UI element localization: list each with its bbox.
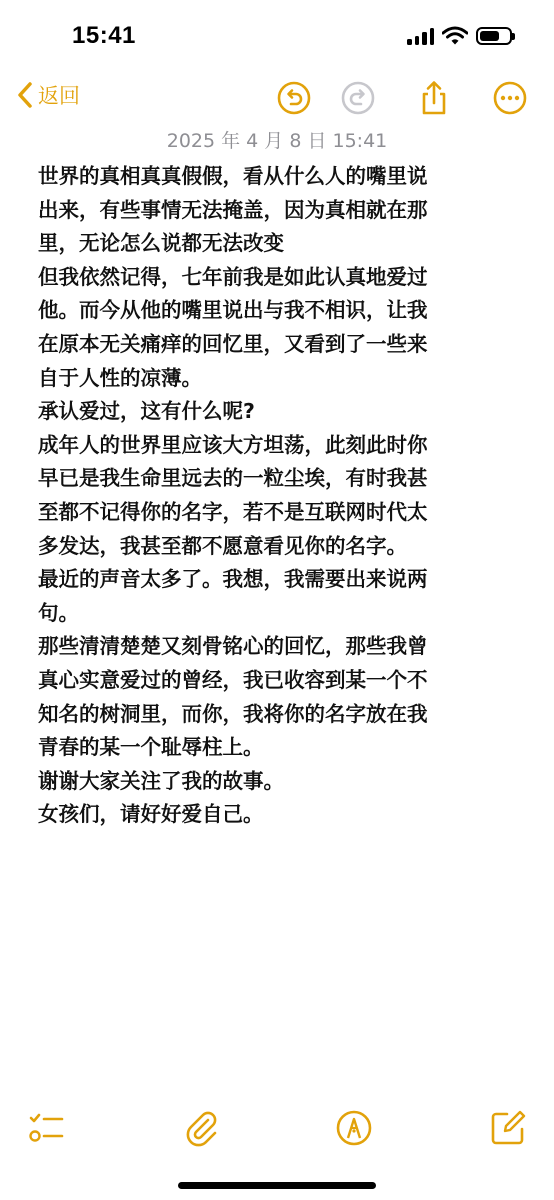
note-line: 但我依然记得，七年前我是如此认真地爱过 bbox=[38, 264, 428, 289]
wifi-icon bbox=[442, 26, 468, 46]
status-icons bbox=[407, 26, 512, 46]
note-timestamp: 2025 年 4 月 8 日 15:41 bbox=[166, 130, 388, 152]
status-time: 15:41 bbox=[72, 22, 136, 49]
note-line: 承认爱过，这有什么呢? bbox=[38, 399, 255, 424]
note-line: 知名的树洞里，而你，我将你的名字放在我 bbox=[38, 701, 428, 726]
redo-icon[interactable] bbox=[340, 80, 376, 116]
note-line: 女孩们，请好好爱自己。 bbox=[38, 802, 264, 827]
note-line: 最近的声音太多了。我想，我需要出来说两 bbox=[38, 567, 428, 592]
compose-icon[interactable] bbox=[488, 1108, 528, 1148]
note-line: 那些清清楚楚又刻骨铭心的回忆，那些我曾 bbox=[38, 634, 428, 659]
chevron-left-icon bbox=[16, 80, 34, 110]
back-button[interactable] bbox=[16, 80, 80, 110]
more-icon[interactable] bbox=[492, 80, 528, 116]
note-line: 早已是我生命里远去的一粒尘埃，有时我甚 bbox=[38, 466, 428, 491]
note-line: 他。而今从他的嘴里说出与我不相识，让我 bbox=[38, 298, 428, 323]
note-line: 真心实意爱过的曾经，我已收容到某一个不 bbox=[38, 667, 428, 692]
undo-icon[interactable] bbox=[276, 80, 312, 116]
note-line: 谢谢大家关注了我的故事。 bbox=[38, 768, 284, 793]
status-bar bbox=[0, 0, 554, 80]
markup-icon[interactable] bbox=[334, 1108, 374, 1148]
note-line: 世界的真相真真假假，看从什么人的嘴里说 bbox=[38, 164, 428, 188]
note-line: 多发达，我甚至都不愿意看见你的名字。 bbox=[38, 533, 407, 558]
note-line: 自于人性的凉薄。 bbox=[38, 365, 202, 390]
note-line: 成年人的世界里应该大方坦荡，此刻此时你 bbox=[38, 432, 428, 457]
attachment-icon[interactable] bbox=[182, 1108, 222, 1148]
home-indicator bbox=[178, 1182, 376, 1189]
back-label: 返回 bbox=[38, 84, 80, 108]
nav-bar bbox=[0, 72, 554, 124]
note-line: 至都不记得你的名字，若不是互联网时代太 bbox=[38, 499, 428, 524]
share-icon[interactable] bbox=[416, 80, 452, 116]
note-body[interactable] bbox=[38, 160, 518, 832]
battery-icon bbox=[476, 27, 512, 45]
note-line: 出来，有些事情无法掩盖，因为真相就在那 bbox=[38, 197, 428, 222]
note-line: 在原本无关痛痒的回忆里，又看到了一些来 bbox=[38, 331, 428, 356]
note-line: 句。 bbox=[38, 600, 79, 625]
note-line: 青春的某一个耻辱柱上。 bbox=[38, 735, 264, 760]
note-line: 里，无论怎么说都无法改变 bbox=[38, 231, 284, 256]
checklist-icon[interactable] bbox=[26, 1108, 66, 1148]
bottom-toolbar bbox=[0, 1100, 554, 1156]
cellular-signal-icon bbox=[407, 27, 434, 45]
